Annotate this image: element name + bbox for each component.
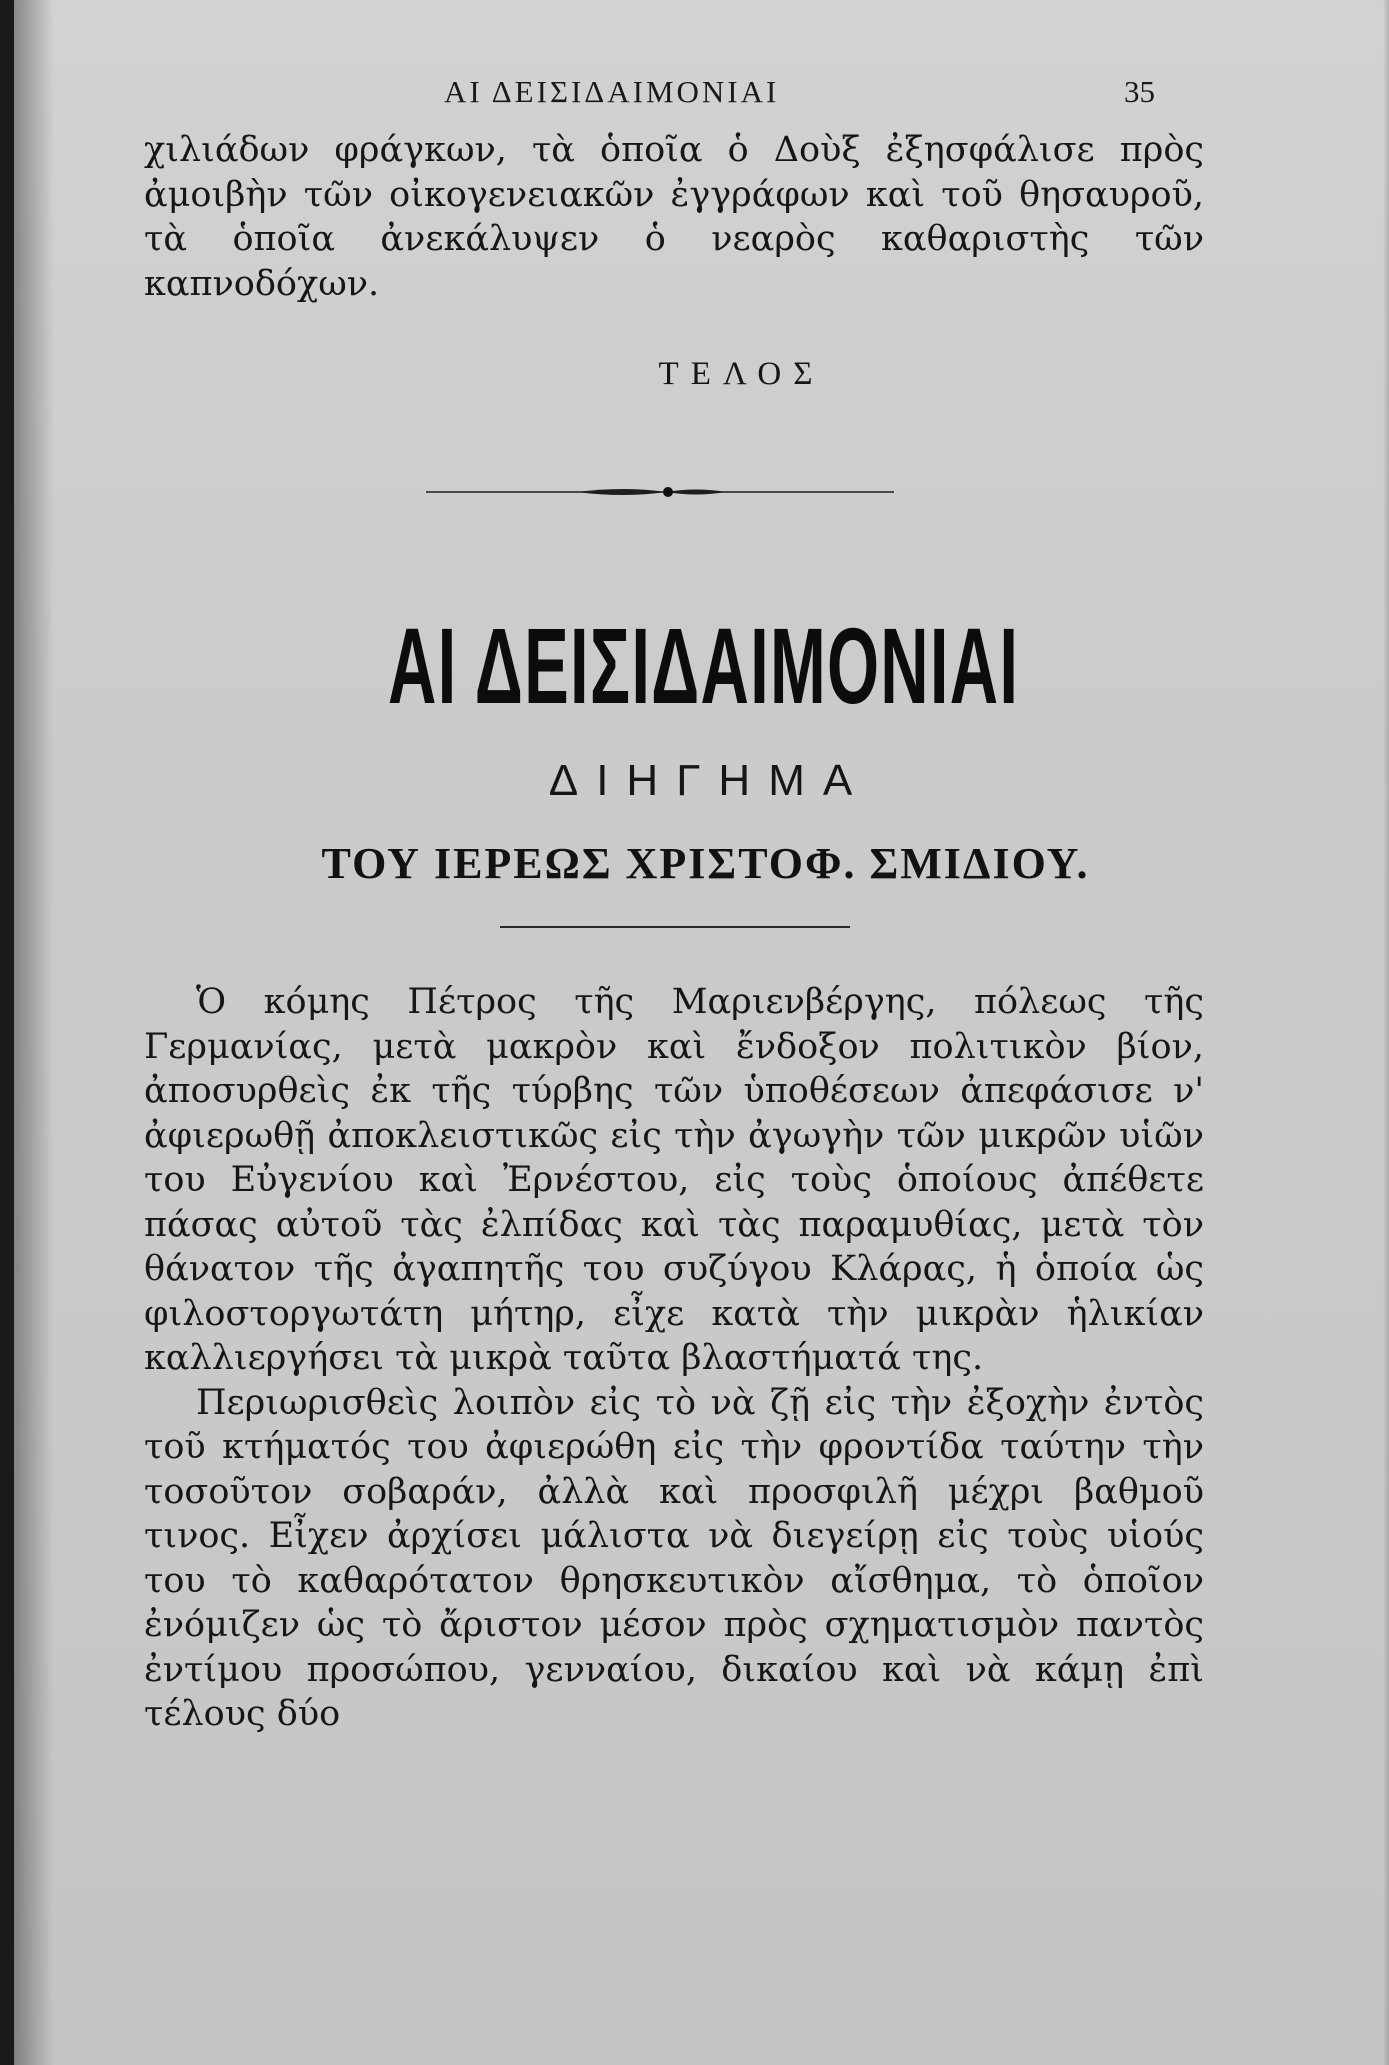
short-divider [500,926,850,928]
story-genre-text: ΔΙΗΓΗΜΑ [548,756,871,805]
page-edge-shadow [1383,0,1389,2065]
end-mark-text: ΤΕΛΟΣ [658,356,825,392]
book-page [14,0,1389,2065]
story-title: ΑΙ ΔΕΙΣΙΔΑΙΜΟΝΙΑΙ [387,605,1020,726]
ornament-divider [426,482,894,502]
story-author-text: ΤΟΥ ΙΕΡΕΩΣ ΧΡΙΣΤΟΦ. ΣΜΙΔΙΟΥ. [321,839,1090,888]
story-body [144,980,1204,1737]
paragraph: Ὁ κόμης Πέτρος τῆς Μαριενβέργης, πόλεως τῆς Γερμανίας, μετὰ μακρὸν καὶ ἔνδοξον πολιτικὸν βίον, ἀποσυρθεὶς ἐκ τῆς τύρβης τῶν ὑποθέσεων ἀπεφάσισε ν' ἀφιερωθῇ ἀποκλειστικῶς εἰς τὴν ἀγωγὴν τῶν μικρῶν υἱῶν του Εὐγενίου καὶ Ἐρνέστου, εἰς τοὺς ὁποίους ἀπέθετε πάσας αὐτοῦ τὰς ἐλπίδας καὶ τὰς παραμυθίας, μετὰ τὸν θάνατον τῆς ἀγαπητῆς του συζύγου Κλάρας, ἡ ὁποία ὡς φιλοστοργωτάτη μήτηρ, εἶχε κατὰ τὴν μικρὰν ἡλικίαν καλλιεργήσει τὰ μικρὰ ταῦτα βλαστήματά της. [144,982,1204,1378]
previous-story-ending [144,128,1204,306]
running-header [14,74,1389,118]
paragraph: Περιωρισθεὶς λοιπὸν εἰς τὸ νὰ ζῇ εἰς τὴν ἐξοχὴν ἐντὸς τοῦ κτήματός του ἀφιερώθη εἰς τὴν φροντίδα ταύτην τὴν τοσοῦτον σοβαράν, ἀλλὰ καὶ προσφιλῆ μέχρι βαθμοῦ τινος. Εἶχεν ἀρχίσει μάλιστα νὰ διεγείρῃ εἰς τοὺς υἱούς του τὸ καθαρότατον θρησκευτικὸν αἴσθημα, τὸ ὁποῖον ἐνόμιζεν ὡς τὸ ἄριστον μέσον πρὸς σχηματισμὸν παντὸς ἐντίμου προσώπου, γενναίου, δικαίου καὶ νὰ κάμῃ ἐπὶ τέλους δύο [144,1382,1204,1734]
page-number: 35 [1124,74,1155,109]
end-mark [14,356,1389,393]
story-genre [14,756,1389,806]
closing-paragraph: χιλιάδων φράγκων, τὰ ὁποῖα ὁ Δοὺξ ἐξησφάλισε πρὸς ἀμοιβὴν τῶν οἰκογενειακῶν ἐγγράφων καὶ τοῦ θησαυροῦ, τὰ ὁποῖα ἀνεκάλυψεν ὁ νεαρὸς καθαριστὴς τῶν καπνοδόχων. [144,130,1204,304]
story-author [14,838,1389,889]
running-title: ΑΙ ΔΕΙΣΙΔΑΙΜΟΝΙΑΙ [444,74,780,109]
